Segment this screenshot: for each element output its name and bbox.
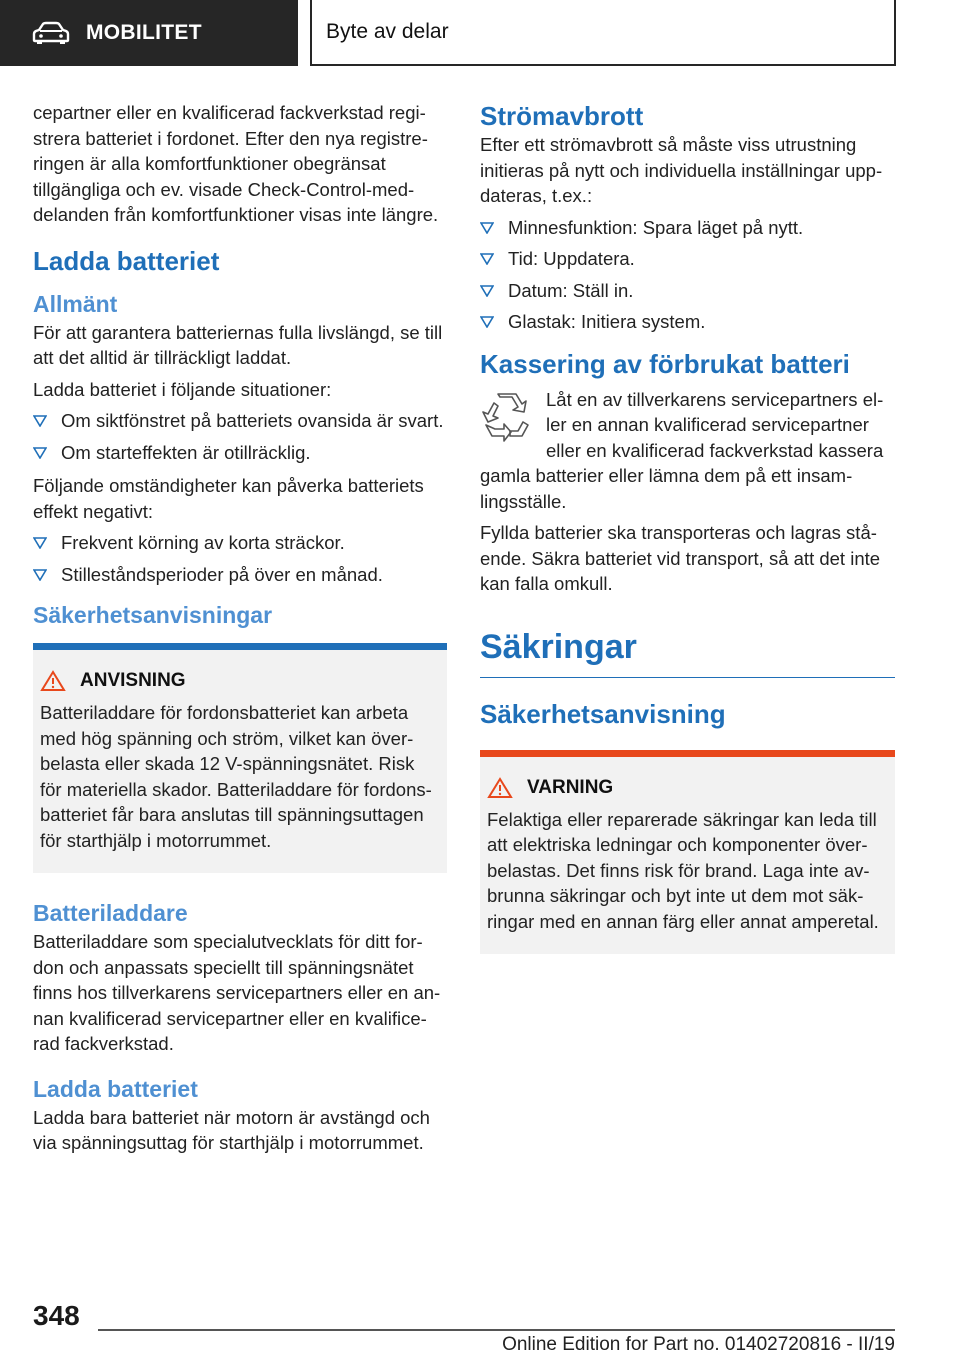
page-number: 348 — [33, 1300, 80, 1331]
heading-sakerhetsanvisning: Säkerhetsanvisning — [480, 698, 726, 729]
list-item: Glastak: Initiera system. — [480, 309, 895, 335]
kassering-paragraph-2: Fyllda batterier ska transporteras och lagras stående. Säkra batteriet vid transport, så att det inte kan falla omkull. — [480, 522, 881, 594]
heading-allmant: Allmänt — [33, 290, 118, 317]
allmant-paragraph-2: Ladda batteriet i följande situationer: — [33, 378, 332, 400]
list-item: Om starteffekten är otillräcklig. — [33, 440, 447, 466]
list-item: Datum: Ställ in. — [480, 278, 895, 304]
warning-triangle-icon — [40, 670, 66, 692]
list-item: Minnesfunktion: Spara läget på nytt. — [480, 215, 895, 241]
list-item: Tid: Uppdatera. — [480, 246, 895, 272]
heading-sakerhetsanvisningar: Säkerhetsanvisningar — [33, 602, 273, 628]
warning-triangle-icon — [487, 777, 513, 799]
triangle-bullet-icon — [33, 447, 47, 459]
warning-text: Felaktiga eller reparerade säkringar kan leda till att elektriska ledningar och komponenter överbelastas. Det finns risk för brand. Laga inte avbrunna säkringar och byt inte ut dem mot säkringar med en annan färg eller annat amperetal. — [487, 808, 879, 932]
warning-box — [480, 750, 895, 955]
car-icon — [32, 21, 70, 45]
kassering-block — [480, 387, 895, 515]
triangle-bullet-icon — [480, 316, 494, 328]
kassering-lead: Låt en av tillverkarens servicepartners eller en annan kvalificerad servicepartner eller en kvalificerad fackverkstad kassera — [546, 388, 884, 461]
stromavbrott-list — [480, 215, 895, 335]
left-column — [33, 100, 447, 1162]
triangle-bullet-icon — [33, 537, 47, 549]
right-column — [480, 100, 895, 974]
triangle-bullet-icon — [33, 569, 47, 581]
kassering-rest: gamla batterier eller lämna dem på ett insamlingsställe. — [480, 465, 853, 512]
list-item: Om siktfönstret på batteriets ovansida är svart. — [33, 408, 447, 434]
footer-divider — [98, 1329, 895, 1331]
section-label: MOBILITET — [86, 21, 202, 44]
warning-title-row — [487, 777, 887, 799]
notice-title-row — [40, 670, 439, 692]
factors-list — [33, 530, 447, 587]
heading-ladda-batteriet-2: Ladda batteriet — [33, 1075, 198, 1102]
intro-paragraph: cepartner eller en kvalificerad fackverkstad registrera batteriet i fordonet. Efter den nya registreringen är alla komfortfunktioner obegränsat tillgängliga och ev. visade Check-Control-meddelanden från komfortfunktioner visas inte längre. — [33, 102, 439, 225]
list-item: Stilleståndsperioder på över en månad. — [33, 562, 447, 588]
triangle-bullet-icon — [480, 253, 494, 265]
heading-ladda-batteriet: Ladda batteriet — [33, 245, 220, 276]
footer-edition: Online Edition for Part no. 01402720816 - II/19 — [502, 1334, 895, 1355]
notice-box — [33, 643, 447, 873]
ladda2-paragraph: Ladda bara batteriet när motorn är avstängd och via spänningsuttag för starthjälp i motorrummet. — [33, 1106, 430, 1153]
triangle-bullet-icon — [480, 285, 494, 297]
heading-kassering: Kassering av förbrukat batteri — [480, 348, 850, 379]
warning-title: VARNING — [527, 776, 614, 798]
triangle-bullet-icon — [480, 222, 494, 234]
notice-title: ANVISNING — [80, 670, 186, 691]
recycle-icon — [480, 391, 532, 443]
list-item: Frekvent körning av korta sträckor. — [33, 530, 447, 556]
stromavbrott-paragraph: Efter ett strömavbrott så måste viss utrustning initieras på nytt och individuella inställningar uppdateras, t.ex.: — [480, 134, 883, 206]
section-tab — [0, 0, 298, 66]
heading-batteriladdare: Batteriladdare — [33, 900, 188, 926]
notice-text: Batteriladdare för fordonsbatteriet kan arbeta med hög spänning och ström, vilket kan överbelasta eller skada 12 V-spänningsnätet. Risk för materiella skador. Batteriladdare för fordonsbatteriet får bara anslutas till spänningsuttagen för starthjälp i motorrummet. — [40, 702, 432, 851]
allmant-paragraph-1: För att garantera batteriernas fulla livslängd, se till att det alltid är tillräckligt laddat. — [33, 321, 443, 368]
situations-list — [33, 408, 447, 465]
chapter-title: Byte av delar — [310, 0, 896, 66]
heading-sakringar: Säkringar — [480, 627, 895, 678]
allmant-paragraph-3: Följande omständigheter kan påverka batteriets effekt negativt: — [33, 475, 424, 522]
triangle-bullet-icon — [33, 415, 47, 427]
heading-stromavbrott: Strömavbrott — [480, 101, 644, 131]
batteriladdare-paragraph: Batteriladdare som specialutvecklats för ditt fordon och anpassats speciellt till spänningsnätet finns hos tillverkarens servicepartners eller en annan kvalificerad servicepartner eller en kvalificerad fackverkstad. — [33, 931, 441, 1054]
